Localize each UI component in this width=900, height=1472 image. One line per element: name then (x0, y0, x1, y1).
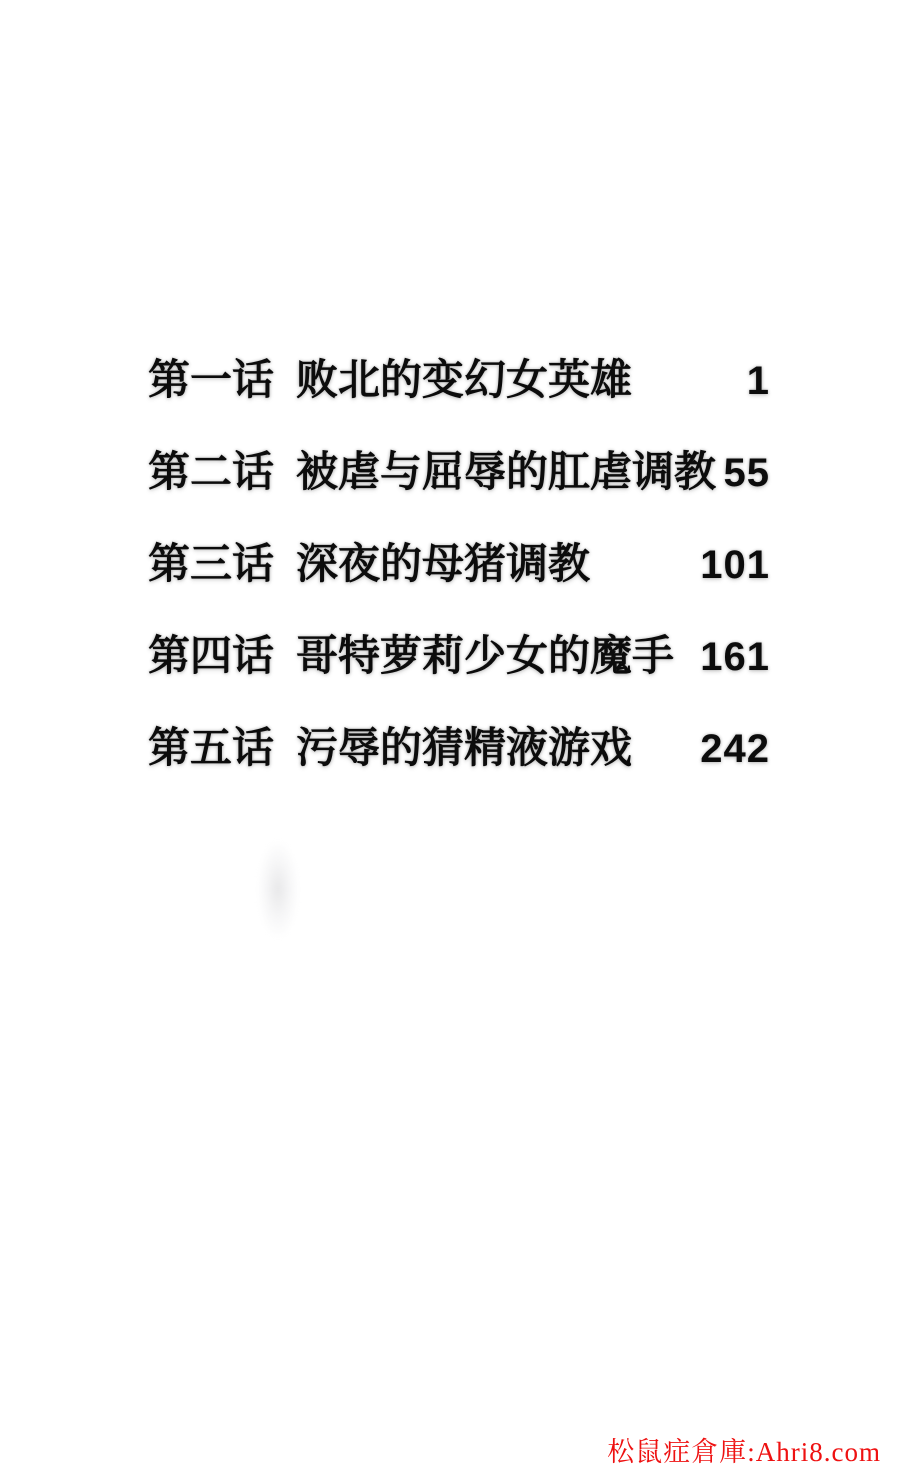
chapter-title: 被虐与屈辱的肛虐调教 (296, 448, 717, 495)
page-number: 161 (700, 635, 770, 679)
chapter-label: 第五话 (148, 724, 275, 771)
chapter-title: 污辱的猜精液游戏 (296, 724, 633, 771)
site-watermark: 松鼠症倉庫:Ahri8.com (607, 1437, 881, 1467)
page-number: 101 (700, 543, 770, 587)
toc-entry (148, 726, 770, 771)
toc-entry-title (148, 358, 632, 402)
page-number: 55 (723, 451, 770, 495)
chapter-title: 败北的变幻女英雄 (296, 356, 633, 403)
toc-entry (148, 542, 770, 587)
scan-smudge-artifact (258, 842, 298, 937)
page-number: 1 (746, 359, 770, 403)
chapter-title: 哥特萝莉少女的魔手 (296, 632, 675, 679)
toc-entry (148, 450, 770, 495)
table-of-contents (148, 358, 770, 771)
chapter-title: 深夜的母猪调教 (296, 540, 591, 587)
toc-entry-title (148, 450, 716, 494)
toc-entry-title (148, 634, 674, 678)
chapter-label: 第二话 (148, 448, 275, 495)
page-number: 242 (700, 727, 770, 771)
toc-entry-title (148, 542, 590, 586)
chapter-label: 第一话 (148, 356, 275, 403)
toc-entry (148, 634, 770, 679)
chapter-label: 第三话 (148, 540, 275, 587)
chapter-label: 第四话 (148, 632, 275, 679)
toc-entry (148, 358, 770, 403)
toc-entry-title (148, 726, 632, 770)
